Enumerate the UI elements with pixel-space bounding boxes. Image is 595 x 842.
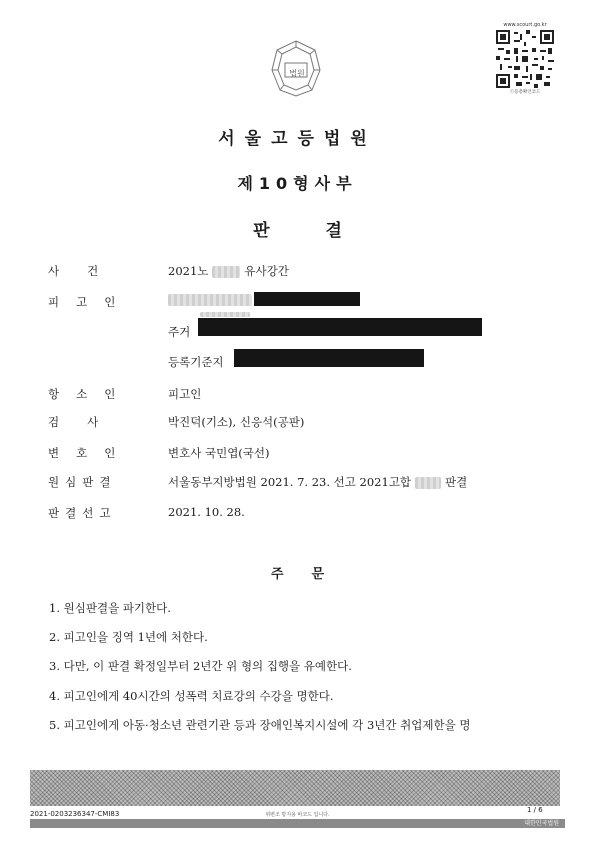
document-type-left: 판	[253, 221, 270, 241]
registry-redaction	[234, 349, 424, 367]
qr-caption: ⓒ등총확인코드	[509, 90, 541, 95]
document-type	[0, 216, 595, 241]
order-item-4: 4. 피고인에게 40시간의 성폭력 치료강의 수강을 명한다.	[49, 689, 334, 703]
counsel-value: 변호사 국민엽(국선)	[168, 446, 270, 460]
decision-date-value: 2021. 10. 28.	[168, 505, 245, 519]
address-redaction	[198, 318, 482, 336]
original-judgment-label: 원심판결	[48, 475, 117, 489]
qr-code-icon	[496, 30, 554, 88]
order-title	[0, 563, 595, 582]
appellant-value: 피고인	[168, 387, 202, 401]
original-judgment-suffix: 판결	[445, 475, 468, 489]
footer-bar	[30, 819, 565, 828]
page-number: 1 / 6	[527, 806, 543, 814]
case-number-blur	[212, 266, 240, 278]
original-case-blur	[415, 477, 441, 489]
address-label: 주거	[168, 325, 191, 339]
defendant-name-blur	[168, 294, 252, 306]
case-label: 사건	[48, 264, 127, 278]
order-item-1: 1. 원심판결을 파기한다.	[49, 601, 171, 615]
division-name: 제10형사부	[237, 174, 358, 193]
registry-label: 등록기준지	[168, 355, 224, 369]
order-title-right: 문	[311, 567, 325, 582]
case-number	[168, 263, 289, 279]
defendant-redaction	[254, 292, 360, 306]
counsel-label: 변호인	[48, 446, 133, 460]
defendant-sub-blur	[200, 312, 250, 317]
case-name: 유사강간	[244, 264, 289, 278]
decision-date-label: 판결선고	[48, 506, 117, 520]
order-title-left: 주	[270, 567, 284, 582]
qr-url: www.scourt.go.kr	[503, 22, 547, 28]
seal-text: 법원	[289, 69, 305, 78]
case-number-text: 2021노	[168, 264, 209, 278]
defendant-label: 피고인	[48, 295, 133, 309]
appellant-label: 항소인	[48, 387, 133, 401]
court-name: 서울고등법원	[218, 129, 377, 149]
prosecutor-label: 검사	[48, 415, 127, 429]
prosecutor-value: 박진덕(기소), 신응석(공판)	[168, 415, 305, 429]
verification-qr	[494, 22, 556, 100]
order-item-3: 3. 다만, 이 판결 확정일부터 2년간 위 형의 집행을 유예한다.	[49, 659, 352, 673]
court-seal	[268, 38, 324, 102]
order-item-2: 2. 피고인을 징역 1년에 처한다.	[49, 630, 208, 644]
document-type-right: 결	[325, 221, 342, 241]
anti-forgery-barcode	[30, 770, 560, 806]
barcode-note: 위변조 방지용 바코드 입니다.	[265, 812, 330, 818]
footer-org: 대한민국법원	[524, 820, 559, 827]
original-judgment-value	[168, 474, 467, 490]
original-judgment-text: 서울동부지방법원 2021. 7. 23. 선고 2021고합	[168, 475, 412, 489]
order-item-5: 5. 피고인에게 아동·청소년 관련기관 등과 장애인복지시설에 각 3년간 취업제한을 명	[49, 718, 471, 732]
document-id: 2021-0203236347-CMI83	[30, 810, 120, 818]
